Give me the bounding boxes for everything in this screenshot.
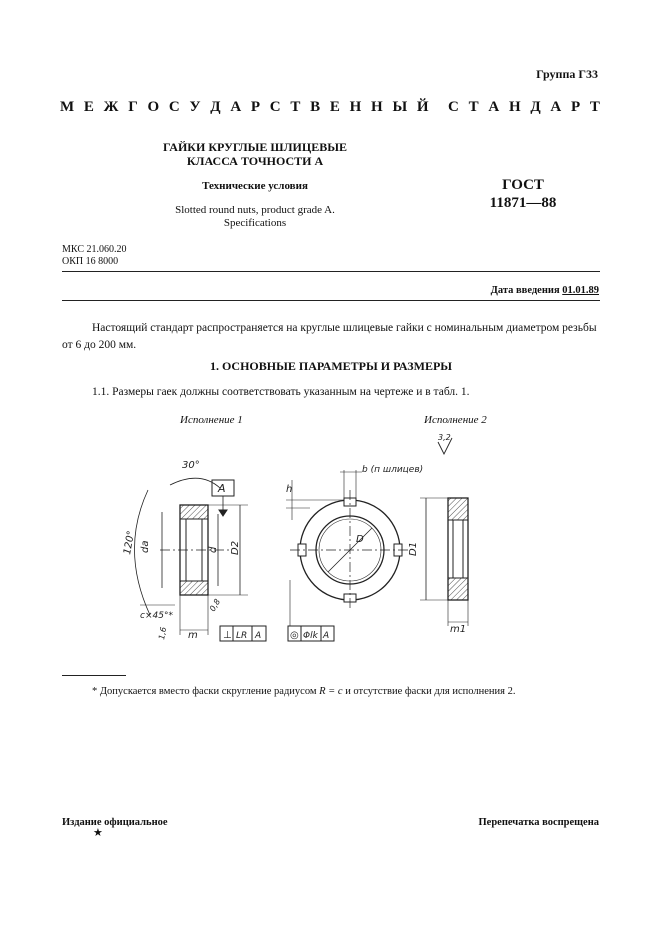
banner-letter: Т [468, 99, 479, 115]
banner-letter: Д [210, 99, 221, 115]
banner-letter: С [168, 99, 180, 115]
footnote-text-before: * Допускается вместо фаски скругление радиусом [92, 686, 320, 697]
datum-a-label: A [218, 482, 226, 495]
footnote-formula: R = c [319, 686, 343, 697]
perpendicularity-datum: A [255, 631, 262, 641]
gost-number [478, 176, 568, 212]
slot-width-label: b (п шлицев) [362, 465, 424, 475]
clause-1-1: 1.1. Размеры гаек должны соответствовать указанным на чертеже и в табл. 1. [92, 386, 470, 398]
banner-letter: А [488, 99, 500, 115]
footnote [92, 686, 515, 697]
variant-1-label: Исполнение 1 [180, 414, 243, 426]
footnote-text-after: и отсутствие фаски для исполнения 2. [342, 686, 516, 697]
h-label: h [286, 484, 293, 495]
d1-label: D1 [408, 541, 419, 556]
section-heading: 1. ОСНОВНЫЕ ПАРАМЕТРЫ И РАЗМЕРЫ [209, 359, 453, 373]
banner-letter: Т [290, 99, 301, 115]
title-line-1: ГАЙКИ КРУГЛЫЕ ШЛИЦЕВЫЕ [162, 140, 348, 154]
introduction-date-label: Дата введения [490, 285, 560, 296]
reprint-prohibited-label: Перепечатка воспрещена [478, 817, 599, 828]
banner-letter: Н [349, 99, 362, 115]
variant-2-front-view [286, 465, 423, 641]
banner-letter: Е [329, 99, 340, 115]
english-title [120, 204, 390, 230]
variant-2-section [408, 433, 468, 635]
m1-label: m1 [450, 624, 467, 635]
roughness-08-label: 0,8 [207, 597, 223, 613]
group-code: Группа Г33 [536, 67, 598, 81]
d2-label: D2 [230, 540, 241, 555]
english-title-line-1: Slotted round nuts, product grade A. [175, 204, 335, 216]
banner-letter: Г [128, 99, 138, 115]
banner-letter: Н [508, 99, 521, 115]
banner-letter: Ы [392, 99, 408, 115]
banner-letter: Р [571, 99, 581, 115]
document-subtitle: Технические условия [202, 180, 308, 192]
banner-letter: А [550, 99, 562, 115]
title-line-2: КЛАССА ТОЧНОСТИ А [186, 154, 324, 168]
banner-letter: А [230, 99, 242, 115]
big-d-label: D [356, 534, 364, 545]
variant-2-label: Исполнение 2 [424, 414, 487, 426]
gost-code: 11871—88 [489, 195, 557, 211]
da-label: dа [140, 540, 151, 553]
header-divider [62, 271, 600, 272]
banner-letter: Й [416, 99, 429, 115]
banner-letter: О [147, 99, 160, 115]
d-label: d [208, 546, 219, 553]
mks-code: МКС 21.060.20 [62, 244, 127, 255]
okp-code: ОКП 16 8000 [62, 256, 119, 267]
banner-letter: Е [83, 99, 94, 115]
banner-letter: Ж [103, 99, 119, 115]
position-tolerance: Φlk [303, 631, 318, 641]
technical-drawing [100, 430, 590, 660]
banner-letter: В [310, 99, 321, 115]
roughness-32-label: 3,2 [438, 433, 451, 442]
footnote-divider [62, 675, 126, 676]
position-datum: A [323, 631, 330, 641]
introduction-date-value: 01.01.89 [562, 285, 599, 296]
roughness-16-label: 1,6 [157, 626, 169, 641]
banner-letter: Т [589, 99, 600, 115]
banner-letter: Р [250, 99, 261, 115]
banner-letter: С [448, 99, 459, 115]
banner-letter: Д [530, 99, 541, 115]
banner-letter: М [60, 99, 75, 115]
chamfer-label: c×45°* [140, 611, 173, 621]
star-icon: ★ [93, 827, 103, 839]
banner-letter: У [189, 99, 201, 115]
angle-30-label: 30° [182, 460, 200, 471]
intro-divider [62, 300, 600, 301]
introduction-date [491, 285, 599, 296]
document-title [120, 140, 390, 168]
classification-codes [62, 244, 126, 268]
variant-1-section [122, 460, 266, 641]
english-title-line-2: Specifications [223, 217, 287, 229]
scope-paragraph: Настоящий стандарт распространяется на круглые шлицевые гайки с номинальным диаметром резьбы от 6 до 200 мм. [62, 322, 597, 351]
gost-label: ГОСТ [502, 177, 544, 193]
position-symbol: ◎ [290, 630, 299, 641]
official-edition-label: Издание официальное [62, 817, 168, 828]
standard-banner [60, 99, 600, 116]
banner-letter: Н [371, 99, 383, 115]
banner-letter: С [269, 99, 281, 115]
perpendicularity-symbol: ⊥ [223, 630, 232, 641]
angle-120-label: 120° [122, 529, 138, 556]
perpendicularity-tolerance: LR [236, 631, 248, 641]
m-label: m [188, 630, 198, 641]
